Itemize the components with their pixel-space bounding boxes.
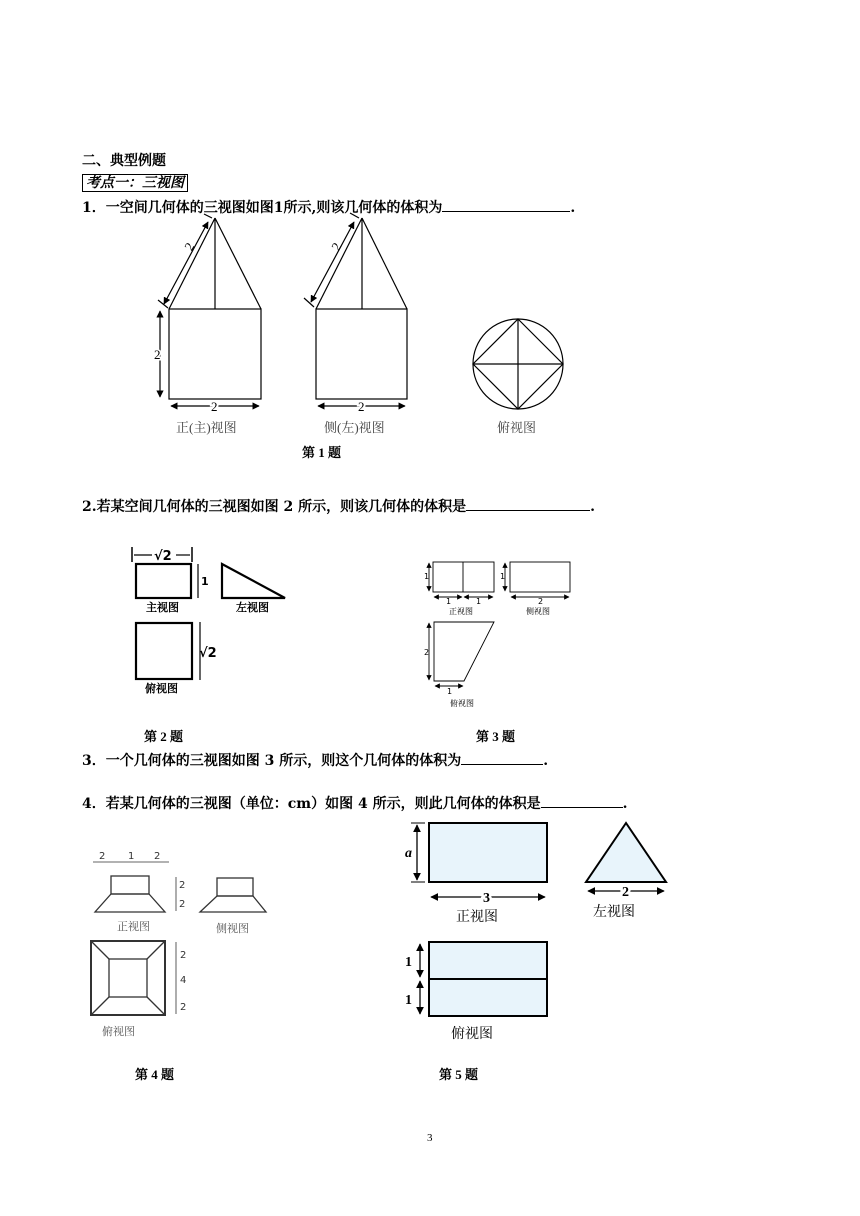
fig5-front-label: 正视图: [456, 908, 498, 924]
q2-text: 2.若某空间几何体的三视图如图 2 所示，则该几何体的体积是: [82, 499, 467, 515]
fig3-front-one-right: 1: [476, 597, 482, 606]
fig3-front-view: [429, 562, 494, 597]
q1-prefix: 1．一空间几何体的三视图如图: [82, 200, 274, 216]
fig1-side-dim-slant: 2: [328, 239, 345, 253]
q3-text: 3．一个几何体的三视图如图 3 所示，则这个几何体的体积为: [82, 753, 462, 769]
fig5-side-view: [586, 823, 666, 891]
kaodian-box: 考点一：三视图: [82, 174, 188, 192]
fig4-side-view: [200, 878, 266, 912]
fig3-top-label: 俯视图: [450, 699, 474, 708]
fig3-side-view: [505, 562, 570, 597]
fig4-top-label: 俯视图: [102, 1025, 135, 1038]
fig5-one-upper: 1: [405, 955, 412, 970]
fig4-dim-2-bottom: 2: [180, 1002, 187, 1013]
fig3-top-view: [429, 622, 494, 686]
fig5-top-label: 俯视图: [451, 1025, 493, 1041]
fig4-top-view: [91, 941, 176, 1015]
fig1-front-dim-height: 2: [154, 347, 161, 362]
page-number: 3: [427, 1132, 433, 1144]
q1-num: 1: [273, 200, 284, 216]
q2-end: .: [590, 499, 595, 515]
q4-text: 4．若某几何体的三视图（单位：cm）如图 4 所示，则此几何体的体积是: [82, 796, 541, 812]
fig1-front-label: 正(主)视图: [176, 420, 237, 435]
fig5-two: 2: [622, 885, 629, 900]
fig2-sqrt2-side: √2: [199, 646, 217, 661]
fig1-front-dim-slant: 2: [181, 239, 198, 253]
fig4-dim-2-left: 2: [99, 851, 106, 862]
fig4-dim-2-right: 2: [154, 851, 161, 862]
fig3-top-two: 2: [424, 648, 430, 657]
fig5-a: a: [405, 846, 412, 861]
fig2-caption: 第 2 题: [144, 729, 184, 744]
fig4-dim-2-top: 2: [180, 950, 187, 961]
fig1-caption: 第 1 题: [302, 445, 342, 460]
fig1-top-label: 俯视图: [497, 420, 537, 435]
section-title: 二、典型例题: [82, 153, 166, 169]
q1-end: .: [570, 200, 576, 216]
fig5-front-rect: [429, 823, 547, 882]
fig1-front-view: [158, 214, 261, 406]
fig2-one: 1: [201, 575, 209, 588]
fig1-side-label: 侧(左)视图: [324, 420, 385, 435]
q4-end: .: [622, 796, 628, 812]
fig5-three: 3: [483, 891, 490, 906]
fig2-top-label: 俯视图: [145, 682, 178, 695]
fig1-side-view: [304, 213, 407, 406]
fig3-side-label: 侧视图: [526, 607, 550, 616]
fig3-side-one: 1: [500, 572, 506, 581]
fig4-dim-2-upper: 2: [179, 880, 186, 891]
fig3-side-two: 2: [538, 597, 544, 606]
fig4-dim-4: 4: [180, 975, 187, 986]
fig1-top-view: [473, 319, 563, 409]
q1-suffix: 所示,则该几何体的体积为: [283, 200, 443, 216]
fig5-top-view: [420, 942, 547, 1016]
fig5-front-view: [411, 823, 547, 897]
fig4-front-label: 正视图: [117, 920, 150, 933]
fig5-caption: 第 5 题: [439, 1067, 479, 1082]
q3-end: .: [543, 753, 549, 769]
fig1-side-dim-width: 2: [358, 399, 365, 414]
fig2-sqrt2-top: √2: [154, 549, 172, 564]
fig5-side-triangle: [586, 823, 666, 882]
fig4-caption: 第 4 题: [135, 1067, 175, 1082]
fig1-front-dim-width: 2: [211, 399, 218, 414]
fig5-side-label: 左视图: [593, 903, 635, 919]
fig3-front-label: 正视图: [449, 607, 473, 616]
fig4-dim-1: 1: [128, 851, 135, 862]
fig4-dim-2-lower: 2: [179, 899, 186, 910]
fig5-one-lower: 1: [405, 993, 412, 1008]
fig3-front-one-height: 1: [424, 572, 430, 581]
fig2-side-view: [222, 564, 285, 598]
fig2-side-label: 左视图: [236, 601, 269, 614]
fig3-front-one-left: 1: [446, 597, 452, 606]
fig2-top-view: [136, 622, 200, 680]
fig4-side-label: 侧视图: [216, 922, 249, 935]
fig3-caption: 第 3 题: [476, 729, 516, 744]
fig4-front-view: [93, 862, 176, 912]
fig2-front-label: 主视图: [146, 601, 179, 614]
fig3-top-one: 1: [447, 687, 453, 696]
